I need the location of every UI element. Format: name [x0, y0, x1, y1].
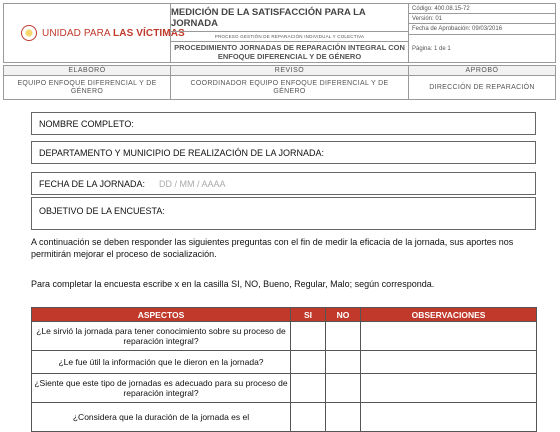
- date-placeholder: DD / MM / AAAA: [159, 178, 226, 189]
- question-cell: ¿Le sirvió la jornada para tener conocimiento sobre su proceso de reparación integral?: [32, 322, 291, 351]
- intro-paragraph: A continuación se deben responder las siguientes preguntas con el fin de medir la eficacia de la jornada, sus aportes nos permitirán mejorar el proceso de socialización.: [31, 237, 514, 259]
- reviso-label: REVISÓ: [171, 66, 408, 76]
- survey-table: [31, 307, 537, 432]
- si-checkbox-cell[interactable]: [291, 403, 326, 432]
- approval-date: Fecha de Aprobación: 09/03/2016: [409, 24, 555, 35]
- document-meta: [409, 4, 555, 62]
- no-checkbox-cell[interactable]: [326, 351, 361, 374]
- objective-label: OBJETIVO DE LA ENCUESTA:: [39, 206, 165, 216]
- elaboro-value: EQUIPO ENFOQUE DIFERENCIAL Y DE GÉNERO: [4, 76, 170, 99]
- si-checkbox-cell[interactable]: [291, 351, 326, 374]
- no-checkbox-cell[interactable]: [326, 374, 361, 403]
- header-no: NO: [326, 308, 361, 322]
- observations-cell[interactable]: [361, 322, 537, 351]
- approval-strip: [3, 65, 556, 100]
- question-cell: ¿Considera que la duración de la jornada es el: [32, 403, 291, 432]
- document-title: MEDICIÓN DE LA SATISFACCIÓN PARA LA JORNADA: [171, 4, 408, 32]
- si-checkbox-cell[interactable]: [291, 374, 326, 403]
- no-checkbox-cell[interactable]: [326, 322, 361, 351]
- location-field[interactable]: [31, 141, 536, 164]
- observations-cell[interactable]: [361, 374, 537, 403]
- question-cell: ¿Siente que este tipo de jornadas es adecuado para su proceso de reparación integral?: [32, 374, 291, 403]
- location-label: DEPARTAMENTO Y MUNICIPIO DE REALIZACIÓN DE LA JORNADA:: [39, 147, 325, 158]
- table-row: [32, 403, 537, 432]
- aprobo-label: APROBÓ: [409, 66, 555, 76]
- elaboro-label: ELABORÓ: [4, 66, 170, 76]
- observations-cell[interactable]: [361, 403, 537, 432]
- elaboro-cell: [4, 66, 171, 99]
- document-code: Código: 400.08.15-72: [409, 4, 555, 14]
- table-row: [32, 374, 537, 403]
- question-cell: ¿Le fue útil la información que le dieron en la jornada?: [32, 351, 291, 374]
- aprobo-value: DIRECCIÓN DE REPARACIÓN: [409, 76, 555, 99]
- header-aspectos: ASPECTOS: [32, 308, 291, 322]
- si-checkbox-cell[interactable]: [291, 322, 326, 351]
- header-si: SI: [291, 308, 326, 322]
- date-field[interactable]: [31, 172, 536, 195]
- date-label: FECHA DE LA JORNADA:: [39, 178, 146, 189]
- document-header: [3, 3, 556, 63]
- brand-logo: UNIDAD PARA LAS VÍCTIMAS: [42, 28, 185, 39]
- document-version: Versión: 01: [409, 14, 555, 24]
- objective-field[interactable]: [31, 197, 536, 230]
- process-name: PROCESO GESTIÓN DE REPARACIÓN INDIVIDUAL Y COLECTIVA: [171, 32, 408, 42]
- full-name-field[interactable]: [31, 112, 536, 135]
- title-cell: [171, 4, 409, 62]
- page-number: Página: 1 de 1: [412, 45, 451, 52]
- reviso-cell: [171, 66, 409, 99]
- procedure-name: PROCEDIMIENTO JORNADAS DE REPARACIÓN INTEGRAL CON ENFOQUE DIFERENCIAL Y DE GÉNERO: [174, 43, 405, 61]
- no-checkbox-cell[interactable]: [326, 403, 361, 432]
- instructions-paragraph: Para completar la encuesta escribe x en la casilla SI, NO, Bueno, Regular, Malo; según corresponda.: [31, 279, 435, 289]
- observations-cell[interactable]: [361, 351, 537, 374]
- aprobo-cell: [409, 66, 555, 99]
- table-row: [32, 322, 537, 351]
- table-row: [32, 351, 537, 374]
- header-observaciones: OBSERVACIONES: [361, 308, 537, 322]
- table-header-row: [32, 308, 537, 322]
- coat-of-arms-icon: [21, 25, 37, 41]
- reviso-value: COORDINADOR EQUIPO ENFOQUE DIFERENCIAL Y DE GÉNERO: [171, 76, 408, 99]
- full-name-label: NOMBRE COMPLETO:: [39, 118, 134, 129]
- logo-cell: [4, 4, 185, 62]
